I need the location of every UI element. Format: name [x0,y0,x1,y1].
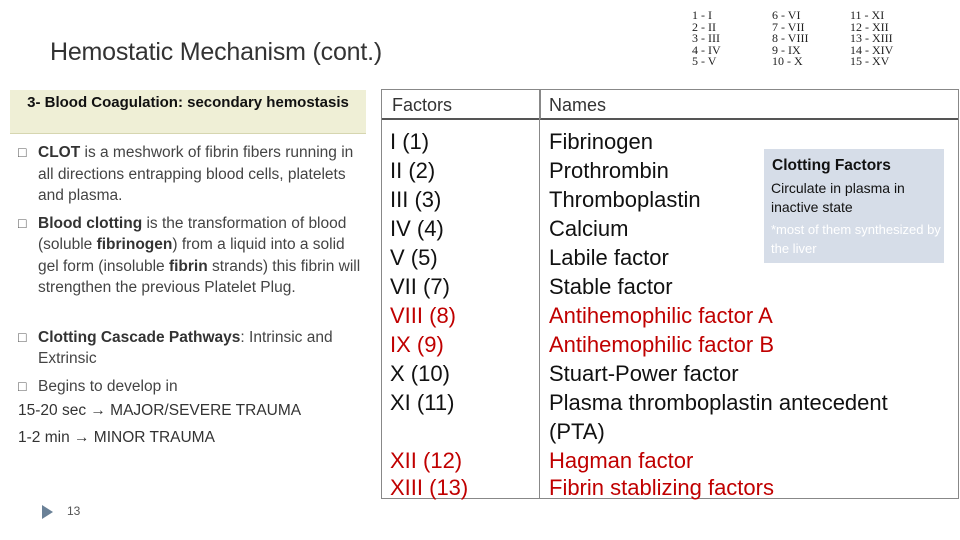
name-cell: Fibrinogen [549,129,653,154]
bullet-item: □ Clotting Cascade Pathways: Intrinsic and Extrinsic [18,328,333,367]
name-cell: Antihemophilic factor A [549,303,773,328]
legend-item: 11 - XI [850,8,885,22]
name-cell: Antihemophilic factor B [549,332,774,357]
name-cell: Labile factor [549,245,669,270]
column-header-factors: Factors [382,90,540,120]
checkbox-bullet-icon: □ [18,144,27,160]
timing-line-minor: 1-2 min → MINOR TRAUMA [18,429,215,446]
name-cell: Plasma thromboplastin antecedent [549,390,888,415]
factor-cell: III (3) [390,187,442,212]
section-subheading: 3- Blood Coagulation: secondary hemostasis [10,90,366,134]
factor-cell: XII (12) [390,448,463,473]
factor-cell: V (5) [390,245,438,270]
slide-title: Hemostatic Mechanism (cont.) [50,38,382,66]
callout-note: *most of them synthesized by the liver [771,222,941,256]
name-cell: (PTA) [549,419,605,444]
name-cell: Calcium [549,216,629,241]
legend-item: 1 - I [692,8,712,22]
factor-cell: VIII (8) [390,303,457,328]
timing-line-major: 15-20 sec → MAJOR/SEVERE TRAUMA [18,402,302,419]
name-cell: Stable factor [549,274,673,299]
factor-cell: X (10) [390,361,450,386]
callout-text: Circulate in plasma in inactive state [771,180,905,215]
clotting-factors-callout [764,149,944,263]
name-cell: Thromboplastin [549,187,701,212]
factor-cell: IX (9) [390,332,444,357]
checkbox-bullet-icon: □ [18,328,27,345]
legend-item: 4 - IV [692,42,721,57]
legend-item: 10 - X [772,54,803,68]
name-cell: Stuart-Power factor [549,361,739,386]
bullet-item: □ CLOT is a meshwork of fibrin fibers running in all directions entrapping blood cells, platelets and plasma. [18,144,354,204]
legend-item: 15 - XV [850,54,890,68]
page-number: 13 [42,504,80,519]
bullet-item: □ Begins to develop in [18,376,363,398]
legend-item: 12 - XII [850,19,889,34]
legend-item: 6 - VI [772,8,801,22]
factor-cell: VII (7) [390,274,450,299]
bullet-list [18,142,363,451]
checkbox-bullet-icon: □ [18,214,27,231]
name-cell: Prothrombin [549,158,669,183]
legend-item: 14 - XIV [850,42,894,57]
checkbox-bullet-icon: □ [18,377,27,394]
legend-item: 9 - IX [772,42,801,57]
factor-cell: IV (4) [390,216,444,241]
name-cell: Hagman factor [549,448,694,473]
factor-cell: XI (11) [390,390,455,415]
name-cell: Fibrin stablizing factors [549,475,774,500]
callout-heading: Clotting Factors [772,157,891,174]
triangle-arrow-icon [42,505,53,519]
legend-item: 5 - V [692,54,717,68]
legend-item: 8 - VIII [772,31,809,45]
legend-item: 7 - VII [772,19,805,34]
column-divider [539,90,540,498]
legend-item: 13 - XIII [850,31,893,45]
factor-cell: I (1) [390,129,430,154]
factor-cell: II (2) [390,158,436,183]
column-header-names: Names [540,90,958,120]
factor-cell: XIII (13) [390,475,469,500]
legend-item: 3 - III [692,31,720,45]
legend-item: 2 - II [692,19,716,34]
bullet-item: □ Blood clotting is the transformation of blood (soluble fibrinogen) from a liquid into a solid gel form (insoluble fibrin strands) this fibrin will strengthen the previous Platelet Plug. [18,214,361,296]
